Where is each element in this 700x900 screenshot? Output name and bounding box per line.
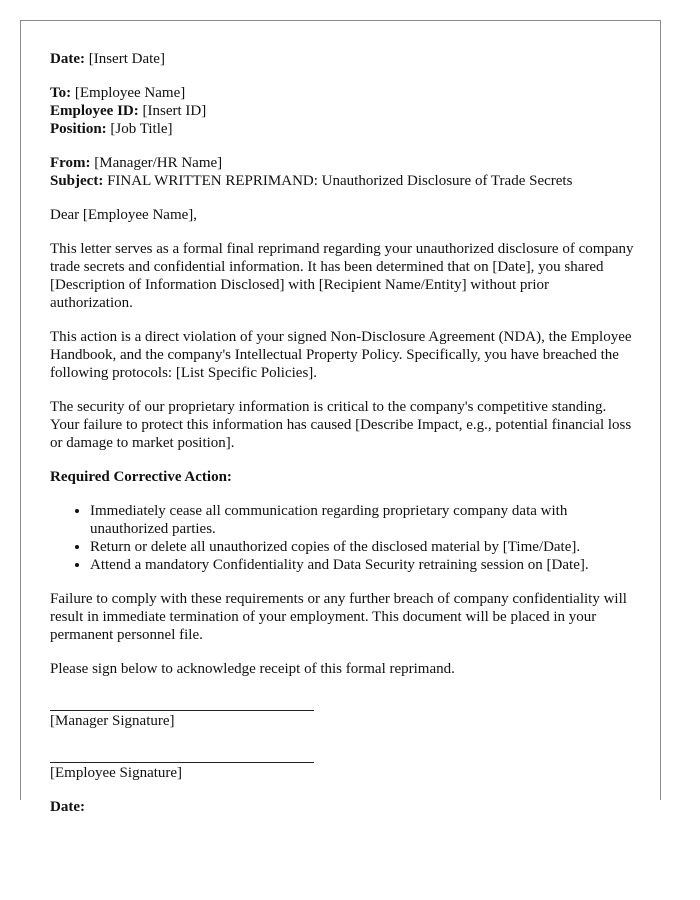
to-line	[50, 84, 635, 102]
position-line	[50, 120, 635, 138]
position-label: Position:	[50, 121, 107, 137]
employee-signature-label: [Employee Signature]	[50, 765, 183, 781]
subject-label: Subject:	[50, 173, 104, 189]
from-line	[50, 154, 635, 172]
list-item: • Return or delete all unauthorized copies of the disclosed material by [Time/Date].	[90, 538, 635, 556]
to-value: [Employee Name]	[71, 85, 186, 101]
manager-signature-label: [Manager Signature]	[50, 713, 175, 729]
subject-line	[50, 172, 635, 190]
paragraph-violation: This action is a direct violation of your signed Non-Disclosure Agreement (NDA), the Employee Handbook, and the company's Intellectual Property Policy. Specifically, you have breached the following protocols: [List Specific Policies].	[50, 329, 632, 381]
manager-signature-line	[50, 710, 314, 711]
employee-signature-line	[50, 762, 314, 763]
to-label: To:	[50, 85, 72, 101]
list-item: • Immediately cease all communication regarding proprietary company data with unauthorized parties.	[90, 502, 635, 538]
corrective-action-heading: Required Corrective Action:	[50, 469, 232, 485]
employee-id-value: [Insert ID]	[138, 103, 207, 119]
letter-content	[50, 50, 635, 816]
paragraph-acknowledge: Please sign below to acknowledge receipt of this formal reprimand.	[50, 661, 455, 677]
paragraph-consequences: Failure to comply with these requirements or any further breach of company confidentiality will result in immediate termination of your employment. This document will be placed in your permanent personnel file.	[50, 591, 627, 643]
employee-id-label: Employee ID:	[50, 103, 139, 119]
date-line	[50, 50, 635, 68]
letter-page	[20, 20, 661, 815]
list-item: • Attend a mandatory Confidentiality and Data Security retraining session on [Date].	[90, 556, 635, 574]
paragraph-disclosure: This letter serves as a formal final reprimand regarding your unauthorized disclosure of company trade secrets and confidential information. It has been determined that on [Date], you shared [Description of Information Disclosed] with [Recipient Name/Entity] without prior authorization.	[50, 241, 634, 311]
from-label: From:	[50, 155, 91, 171]
date-value: [Insert Date]	[84, 51, 165, 67]
employee-id-line	[50, 102, 635, 120]
from-value: [Manager/HR Name]	[90, 155, 223, 171]
salutation: Dear [Employee Name],	[50, 207, 198, 223]
signature-date-label: Date:	[50, 799, 85, 815]
date-label: Date:	[50, 51, 85, 67]
corrective-action-list	[50, 502, 635, 574]
position-value: [Job Title]	[106, 121, 173, 137]
paragraph-impact: The security of our proprietary information is critical to the company's competitive standing. Your failure to protect this information has caused [Describe Impact, e.g., potential financial loss or damage to market position].	[50, 399, 632, 451]
subject-value: FINAL WRITTEN REPRIMAND: Unauthorized Disclosure of Trade Secrets	[103, 173, 573, 189]
